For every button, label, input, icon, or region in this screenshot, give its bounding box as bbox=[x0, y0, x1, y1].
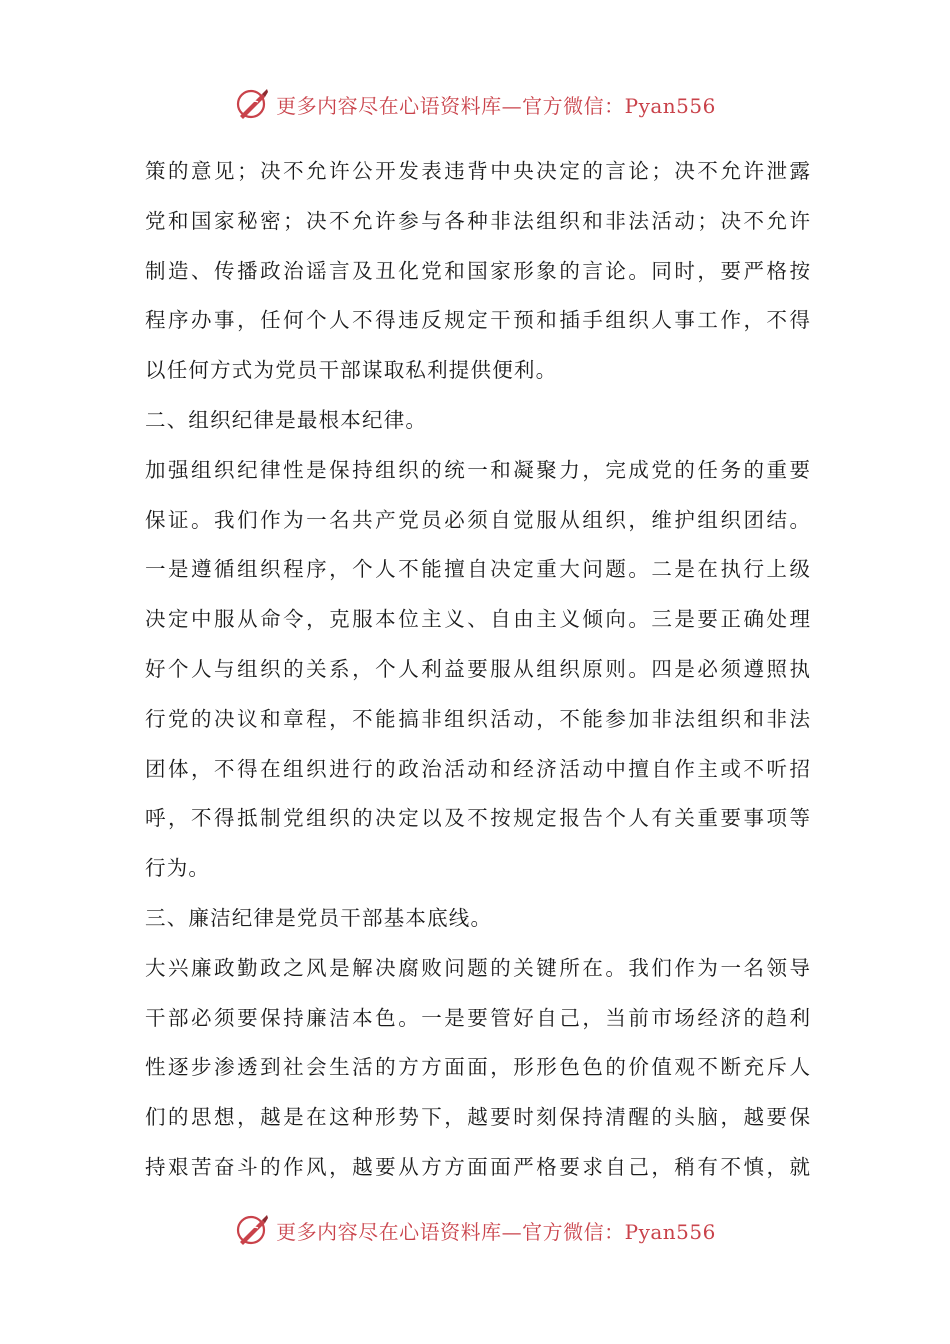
text-line: 干部必须要保持廉洁本色。一是要管好自己，当前市场经济的趋利 bbox=[145, 1005, 810, 1030]
text-line: 行为。 bbox=[145, 856, 211, 881]
document-body bbox=[145, 147, 810, 1193]
text-line: 好个人与组织的关系，个人利益要服从组织原则。四是必须遵照执 bbox=[145, 656, 810, 681]
text-line: 一是遵循组织程序，个人不能擅自决定重大问题。二是在执行上级 bbox=[145, 557, 810, 582]
section-heading: 三、廉洁纪律是党员干部基本底线。 bbox=[145, 905, 493, 930]
text-line: 程序办事，任何个人不得违反规定干预和插手组织人事工作，不得 bbox=[145, 308, 810, 333]
text-line: 策的意见；决不允许公开发表违背中央决定的言论；决不允许泄露 bbox=[145, 159, 810, 183]
pen-logo-icon bbox=[234, 86, 270, 122]
text-line: 保证。我们作为一名共产党员必须自觉服从组织，维护组织团结。 bbox=[145, 507, 810, 532]
text-line: 持艰苦奋斗的作风，越要从方方面面严格要求自己，稍有不慎，就 bbox=[145, 1154, 810, 1179]
footer-banner-text: 更多内容尽在心语资料库—官方微信：Pyan556 bbox=[276, 1219, 716, 1244]
text-line: 以任何方式为党员干部谋取私利提供便利。 bbox=[145, 358, 558, 383]
footer-banner bbox=[0, 1208, 950, 1252]
text-line: 加强组织纪律性是保持组织的统一和凝聚力，完成党的任务的重要 bbox=[145, 457, 810, 482]
text-line: 党和国家秘密；决不允许参与各种非法组织和非法活动；决不允许 bbox=[145, 208, 810, 233]
header-banner-text: 更多内容尽在心语资料库—官方微信：Pyan556 bbox=[276, 93, 716, 118]
text-line: 们的思想，越是在这种形势下，越要时刻保持清醒的头脑，越要保 bbox=[145, 1105, 810, 1130]
text-line: 制造、传播政治谣言及丑化党和国家形象的言论。同时，要严格按 bbox=[145, 258, 810, 283]
text-line: 团体，不得在组织进行的政治活动和经济活动中擅自作主或不听招 bbox=[145, 756, 810, 781]
header-banner bbox=[0, 82, 950, 126]
text-line: 决定中服从命令，克服本位主义、自由主义倾向。三是要正确处理 bbox=[145, 607, 810, 632]
text-line: 行党的决议和章程，不能搞非组织活动，不能参加非法组织和非法 bbox=[145, 706, 810, 731]
text-line: 呼，不得抵制党组织的决定以及不按规定报告个人有关重要事项等 bbox=[145, 806, 810, 831]
text-line: 大兴廉政勤政之风是解决腐败问题的关键所在。我们作为一名领导 bbox=[145, 955, 810, 980]
section-heading: 二、组织纪律是最根本纪律。 bbox=[145, 407, 428, 432]
text-line: 性逐步渗透到社会生活的方方面面，形形色色的价值观不断充斥人 bbox=[145, 1055, 810, 1080]
pen-logo-icon bbox=[234, 1212, 270, 1248]
